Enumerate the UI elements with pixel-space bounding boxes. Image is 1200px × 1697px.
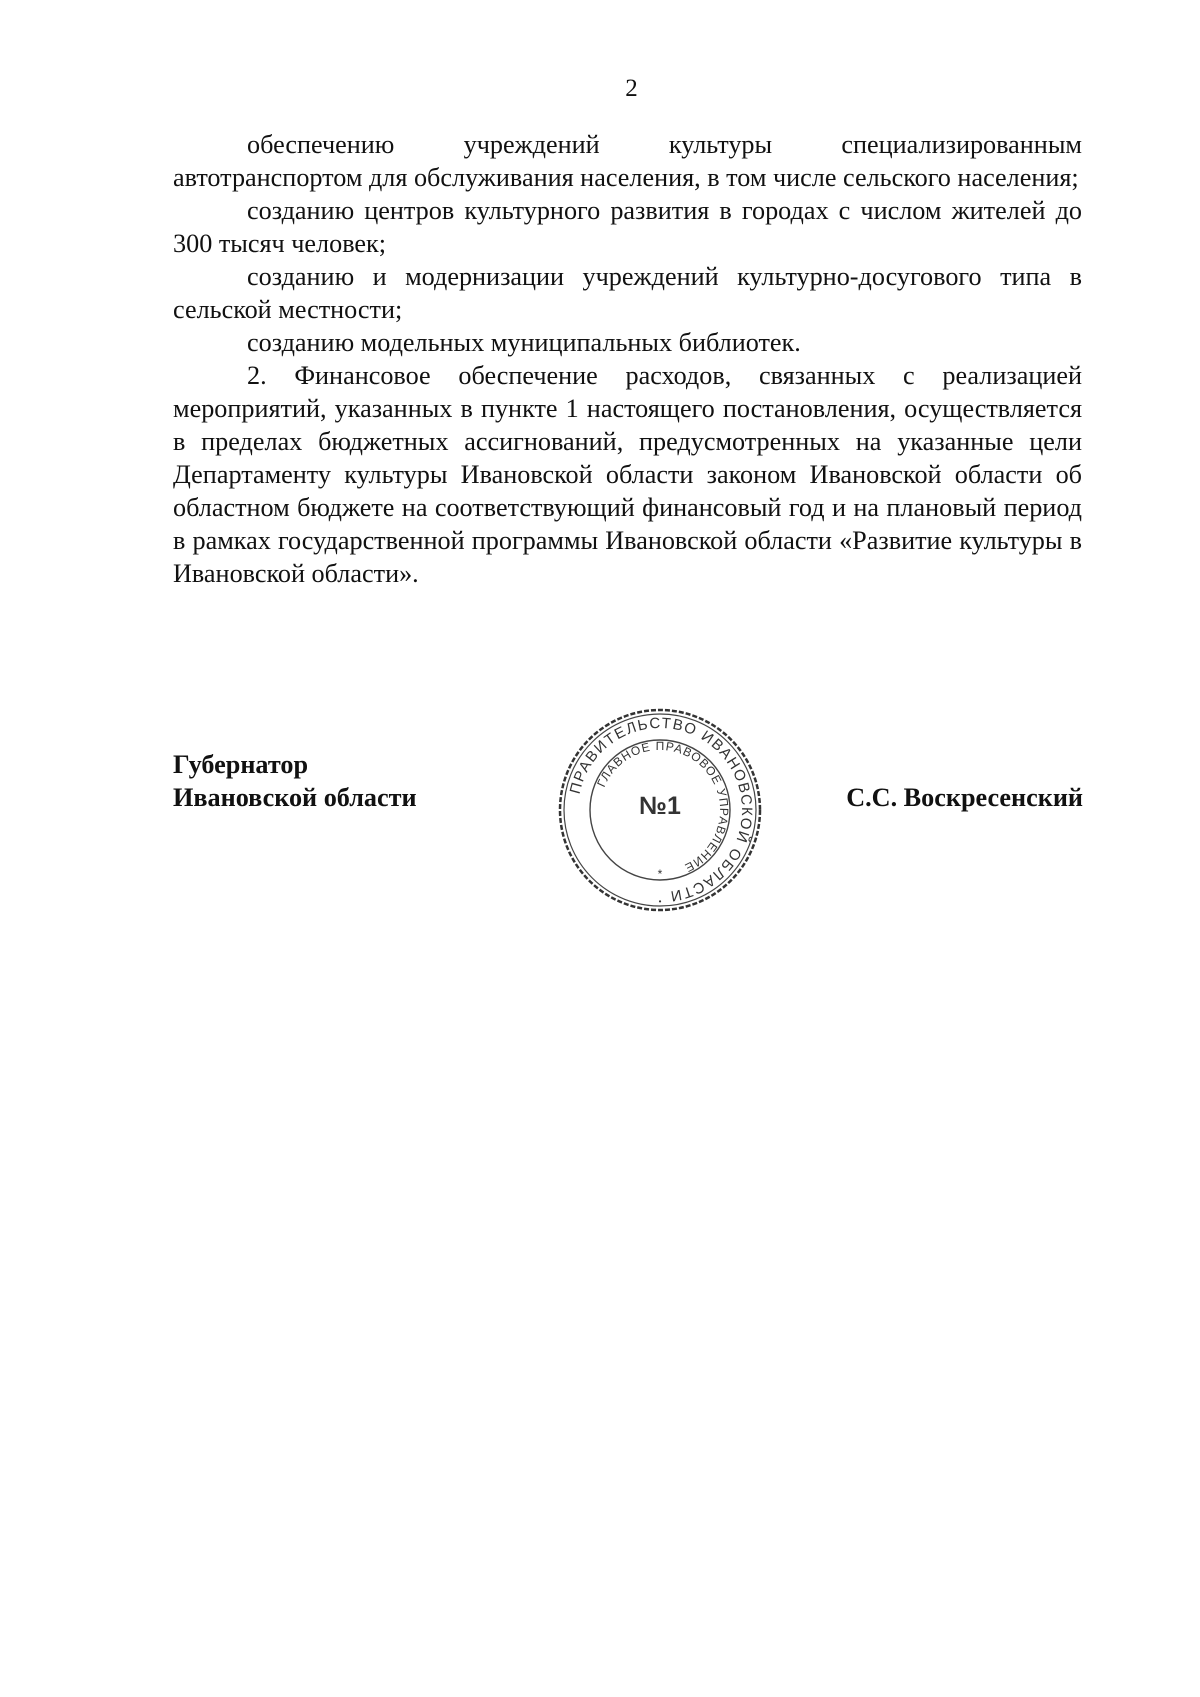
signatory-position [173, 748, 417, 814]
signatory-position-title: Губернатор [173, 750, 309, 779]
page-number: 2 [625, 75, 638, 102]
official-seal [556, 706, 764, 914]
paragraph-financing: 2. Финансовое обеспечение расходов, связанных с реализацией мероприятий, указанных в пункте 1 настоящего постановления, осуществляется в пределах бюджетных ассигнований, предусмотренных на указанные цели Департаменту культуры Ивановской области законом Ивановской области об областном бюджете на соответствующий финансовый год и на плановый период в рамках государственной программы Ивановской области «Развитие культуры в Ивановской области». [173, 361, 1082, 588]
svg-text:•: • [658, 897, 662, 906]
signatory-name: С.С. Воскресенский [846, 783, 1083, 812]
seal-number: №1 [639, 792, 681, 820]
svg-text:*: * [657, 867, 663, 881]
seal-inner-text: ГЛАВНОЕ ПРАВОВОЕ УПРАВЛЕНИЕ [594, 738, 732, 876]
paragraph-libraries: созданию модельных муниципальных библиотек. [247, 328, 801, 357]
paragraph-culture-centers: созданию центров культурного развития в городах с числом жителей до 300 тысяч человек; [173, 196, 1082, 258]
paragraph-rural-institutions: созданию и модернизации учреждений культурно-досугового типа в сельской местности; [173, 262, 1082, 324]
paragraph-vehicles: обеспечению учреждений культуры специализированным автотранспортом для обслуживания населения, в том числе сельского населения; [173, 130, 1082, 192]
signatory-position-region: Ивановской области [173, 783, 417, 812]
document-body [173, 128, 1082, 590]
seal-outer-text: ПРАВИТЕЛЬСТВО ИВАНОВСКОЙ ОБЛАСТИ [566, 714, 756, 905]
